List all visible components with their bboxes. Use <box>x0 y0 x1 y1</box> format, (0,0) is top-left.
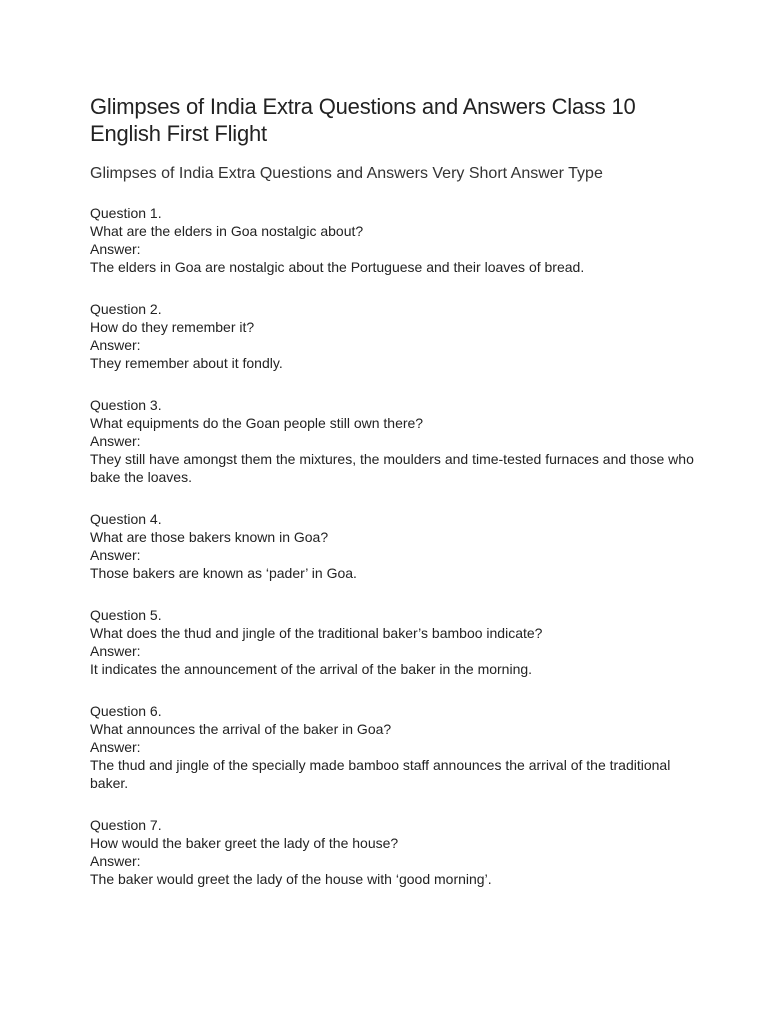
question-text: What are the elders in Goa nostalgic about? <box>90 223 364 239</box>
section-subtitle: Glimpses of India Extra Questions and Answers Very Short Answer Type <box>90 165 603 182</box>
qa-item <box>90 204 708 276</box>
qa-item <box>90 816 708 888</box>
answer-label: Answer: <box>90 337 141 353</box>
answer-text: The thud and jingle of the specially made bamboo staff announces the arrival of the traditional baker. <box>90 757 671 791</box>
qa-item <box>90 702 708 792</box>
question-text: What equipments do the Goan people still own there? <box>90 415 424 431</box>
answer-text: The elders in Goa are nostalgic about the Portuguese and their loaves of bread. <box>90 259 585 275</box>
question-text: How do they remember it? <box>90 319 255 335</box>
question-label: Question 3. <box>90 397 162 413</box>
answer-text: It indicates the announcement of the arrival of the baker in the morning. <box>90 661 533 677</box>
answer-text: Those bakers are known as ‘pader’ in Goa. <box>90 565 357 581</box>
question-label: Question 4. <box>90 511 162 527</box>
question-label: Question 6. <box>90 703 162 719</box>
question-label: Question 7. <box>90 817 162 833</box>
question-label: Question 2. <box>90 301 162 317</box>
question-label: Question 5. <box>90 607 162 623</box>
question-text: What are those bakers known in Goa? <box>90 529 329 545</box>
answer-text: The baker would greet the lady of the house with ‘good morning’. <box>90 871 492 887</box>
answer-label: Answer: <box>90 241 141 257</box>
document-title: Glimpses of India Extra Questions and Answers Class 10 English First Flight <box>90 94 636 146</box>
qa-item <box>90 396 708 486</box>
question-label: Question 1. <box>90 205 162 221</box>
question-text: What announces the arrival of the baker in Goa? <box>90 721 392 737</box>
qa-item <box>90 510 708 582</box>
answer-text: They still have amongst them the mixtures, the moulders and time-tested furnaces and those who bake the loaves. <box>90 451 694 485</box>
qa-item <box>90 300 708 372</box>
qa-item <box>90 606 708 678</box>
question-text: How would the baker greet the lady of the house? <box>90 835 399 851</box>
question-text: What does the thud and jingle of the traditional baker’s bamboo indicate? <box>90 625 543 641</box>
answer-label: Answer: <box>90 853 141 869</box>
qa-list <box>90 204 708 888</box>
answer-label: Answer: <box>90 433 141 449</box>
answer-label: Answer: <box>90 643 141 659</box>
answer-label: Answer: <box>90 739 141 755</box>
answer-label: Answer: <box>90 547 141 563</box>
answer-text: They remember about it fondly. <box>90 355 283 371</box>
